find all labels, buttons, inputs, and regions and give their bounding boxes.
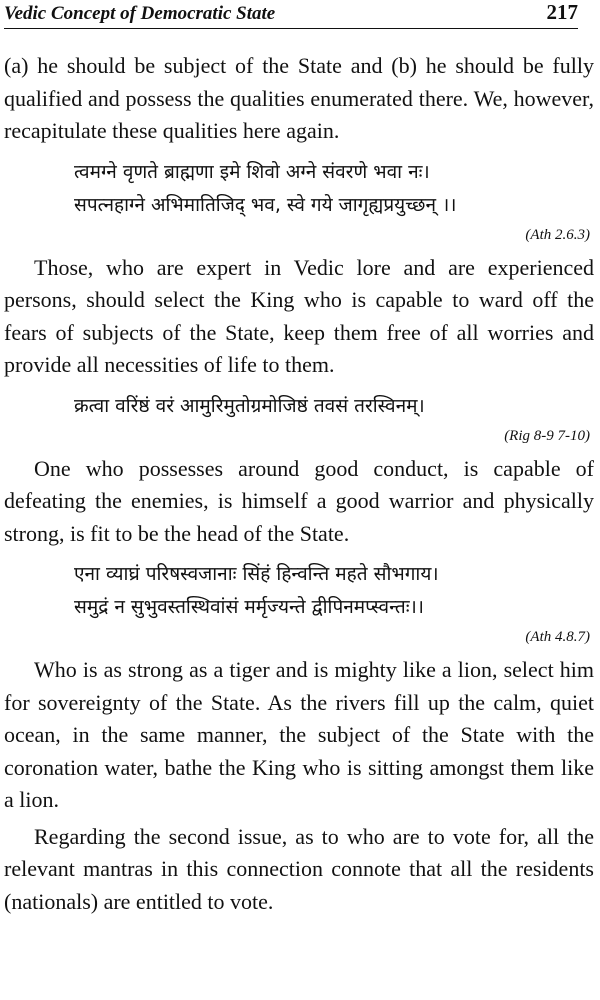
page-header — [4, 0, 578, 29]
page-body — [4, 50, 594, 918]
paragraph-4: Who is as strong as a tiger and is mighty like a lion, select him for sovereignty of the State. As the rivers fill up the calm, quiet ocean, in the same manner, the subject of the State with the coronation water, bathe the King who is sitting amongst them like a lion. — [4, 657, 594, 812]
verse-block-3 — [4, 558, 594, 624]
verse-line: एना व्याघ्रं परिषस्वजानाः सिंहं हिन्वन्ति महते सौभगाय। — [74, 563, 439, 585]
paragraph-2: Those, who are expert in Vedic lore and are experienced persons, should select the King who is capable to ward off the fears of subjects of the State, keep them free of all worries and provide all necessities of life to them. — [4, 254, 594, 377]
paragraph-3: One who possesses around good conduct, is capable of defeating the enemies, is himself a good warrior and physically strong, is fit to be the head of the State. — [4, 455, 594, 546]
verse-line: सपत्नहाग्ने अभिमातिजिद् भव, स्वे गये जागृह्यप्रयुच्छन् ।। — [74, 193, 457, 216]
verse-line: क्रत्वा वरिंष्ठं वरं आमुरिमुतोग्रमोजिष्ठं तवसं तरस्विनम्। — [74, 394, 425, 417]
page-number: 217 — [546, 0, 578, 24]
verse-line: त्वमग्ने वृणते ब्राह्मणा इमे शिवो अग्ने संवरणे भवा नः। — [74, 160, 430, 183]
verse-citation: (Rig 8-9 7-10) — [504, 427, 590, 444]
verse-citation: (Ath 2.6.3) — [525, 226, 590, 243]
running-title: Vedic Concept of Democratic State — [4, 3, 276, 24]
verse-citation: (Ath 4.8.7) — [525, 629, 590, 645]
paragraph-1: (a) he should be subject of the State and (b) he should be fully qualified and possess the qualities enumerated there. We, however, recapitulate these qualities here again. — [4, 53, 594, 143]
verse-line: समुद्रं न सुभुवस्तस्थिवांसं मर्मृज्यन्ते द्वीपिनमप्स्वन्तः।। — [74, 596, 424, 618]
verse-block-2 — [4, 390, 594, 423]
paragraph-5: Regarding the second issue, as to who are to vote for, all the relevant mantras in this connection connote that all the residents (nationals) are entitled to vote. — [4, 823, 594, 914]
verse-block-1 — [4, 156, 594, 222]
